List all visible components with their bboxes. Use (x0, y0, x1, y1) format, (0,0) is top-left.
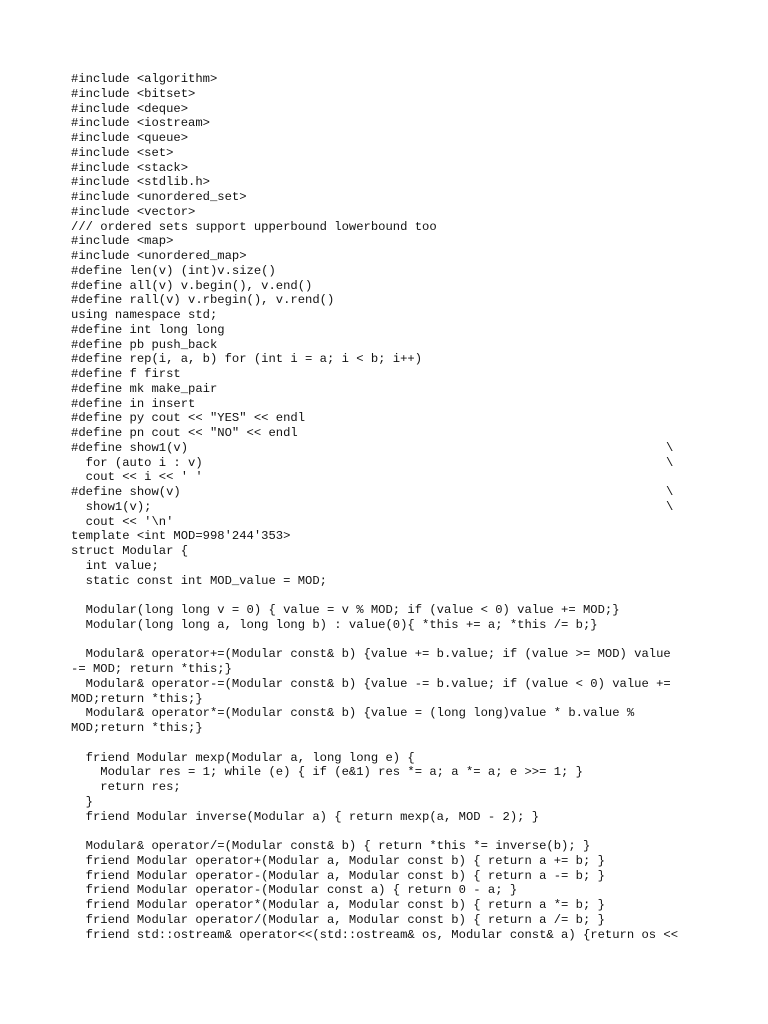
code-line-text: } (71, 794, 93, 809)
code-line (71, 175, 711, 190)
code-line (71, 736, 711, 751)
code-line (71, 264, 711, 279)
code-line (71, 751, 711, 766)
code-line-text: friend Modular operator+(Modular a, Modular const b) { return a += b; } (71, 853, 605, 868)
code-line-text: int value; (71, 558, 159, 573)
code-line (71, 146, 711, 161)
code-line-text: #include <algorithm> (71, 72, 218, 86)
code-line-text: show1(v); (71, 499, 152, 514)
code-line (71, 721, 711, 736)
code-line-text: #include <stack> (71, 160, 189, 175)
code-line-text: template <int MOD=998'244'353> (71, 529, 291, 544)
code-line (71, 279, 711, 294)
code-line-text: #define show1(v) (71, 440, 189, 455)
code-line (71, 515, 711, 530)
code-line-text: #define show(v) (71, 485, 181, 499)
code-line-text: MOD;return *this;} (71, 691, 203, 706)
code-line-text: #define pn cout << "NO" << endl (71, 426, 298, 440)
code-line-text: friend Modular inverse(Modular a) { return mexp(a, MOD - 2); } (71, 809, 540, 824)
code-line (71, 810, 711, 825)
code-line-text: #define mk make_pair (71, 381, 218, 396)
code-line-text: #include <set> (71, 145, 174, 160)
code-line (71, 500, 711, 515)
code-line (71, 883, 711, 898)
code-line-text: #define f first (71, 367, 181, 381)
code-line-text: #include <deque> (71, 101, 189, 116)
code-line (71, 426, 711, 441)
code-line-text: #include <stdlib.h> (71, 175, 210, 190)
code-line-text: friend Modular mexp(Modular a, long long e) { (71, 750, 415, 765)
code-line-text: #include <map> (71, 234, 174, 249)
code-line-text: Modular& operator*=(Modular const& b) {value = (long long)value * b.value % (71, 706, 635, 721)
code-line-text: #define int long long (71, 322, 225, 337)
code-line (71, 205, 711, 220)
code-line (71, 485, 711, 500)
line-continuation-backslash: \ (666, 499, 674, 514)
line-continuation-backslash: \ (666, 455, 674, 470)
code-line (71, 352, 711, 367)
code-line (71, 869, 711, 884)
code-line (71, 441, 711, 456)
code-line (71, 780, 711, 795)
code-line-text: #define py cout << "YES" << endl (71, 411, 306, 426)
code-line (71, 928, 711, 943)
code-line (71, 603, 711, 618)
code-line-text: Modular res = 1; while (e) { if (e&1) res *= a; a *= a; e >>= 1; } (71, 765, 583, 780)
code-line-text: #include <iostream> (71, 116, 210, 131)
code-line (71, 411, 711, 426)
code-line-text: #include <unordered_set> (71, 190, 247, 204)
code-line (71, 618, 711, 633)
code-line (71, 559, 711, 574)
code-line-text: #include <vector> (71, 204, 196, 219)
code-line (71, 293, 711, 308)
code-line-text: Modular& operator-=(Modular const& b) {value -= b.value; if (value < 0) value += (71, 676, 671, 691)
code-line-text: #define rall(v) v.rbegin(), v.rend() (71, 293, 335, 308)
code-line-text: #include <queue> (71, 131, 189, 145)
code-line-text: for (auto i : v) (71, 455, 203, 470)
code-line (71, 190, 711, 205)
code-line (71, 456, 711, 471)
code-line-text: Modular(long long v = 0) { value = v % MOD; if (value < 0) value += MOD;} (71, 603, 620, 617)
code-line (71, 588, 711, 603)
code-line (71, 898, 711, 913)
code-line (71, 824, 711, 839)
code-line (71, 633, 711, 648)
code-line-text: #define rep(i, a, b) for (int i = a; i < b; i++) (71, 352, 423, 367)
code-line-text: friend Modular operator*(Modular a, Modular const b) { return a *= b; } (71, 898, 605, 912)
code-line (71, 87, 711, 102)
code-line-text: cout << '\n' (71, 514, 174, 529)
code-line (71, 544, 711, 559)
code-line-text: struct Modular { (71, 544, 189, 558)
code-line-text: #define len(v) (int)v.size() (71, 263, 276, 278)
code-line (71, 220, 711, 235)
code-line (71, 249, 711, 264)
code-line (71, 72, 711, 87)
code-line (71, 795, 711, 810)
code-line-text: cout << i << ' ' (71, 470, 203, 485)
code-line-text: #define all(v) v.begin(), v.end() (71, 278, 313, 293)
code-listing (71, 72, 711, 942)
code-line-text: #include <unordered_map> (71, 249, 247, 263)
code-line (71, 765, 711, 780)
code-line-text: friend Modular operator-(Modular a, Modular const b) { return a -= b; } (71, 868, 605, 883)
code-line-text: -= MOD; return *this;} (71, 662, 232, 676)
code-line (71, 338, 711, 353)
code-line (71, 367, 711, 382)
code-line (71, 662, 711, 677)
code-line-text: using namespace std; (71, 308, 218, 322)
code-line-text: friend std::ostream& operator<<(std::ostream& os, Modular const& a) {return os << (71, 927, 679, 942)
code-line (71, 470, 711, 485)
code-line (71, 323, 711, 338)
code-line (71, 131, 711, 146)
code-line-text: Modular(long long a, long long b) : value(0){ *this += a; *this /= b;} (71, 617, 598, 632)
code-line (71, 574, 711, 589)
code-line (71, 913, 711, 928)
code-line (71, 854, 711, 869)
code-line (71, 397, 711, 412)
line-continuation-backslash: \ (666, 440, 674, 455)
code-line (71, 706, 711, 721)
code-line-text: Modular& operator+=(Modular const& b) {value += b.value; if (value >= MOD) value (71, 647, 671, 662)
code-line-text: #include <bitset> (71, 86, 196, 101)
code-line (71, 161, 711, 176)
code-line-text: MOD;return *this;} (71, 721, 203, 735)
code-line (71, 529, 711, 544)
code-line-text: Modular& operator/=(Modular const& b) { return *this *= inverse(b); } (71, 839, 591, 853)
code-line (71, 308, 711, 323)
code-line (71, 102, 711, 117)
code-line (71, 234, 711, 249)
code-line-text: #define in insert (71, 396, 196, 411)
line-continuation-backslash: \ (666, 485, 674, 499)
code-line-text: #define pb push_back (71, 337, 218, 352)
code-line-text: friend Modular operator-(Modular const a) { return 0 - a; } (71, 883, 518, 898)
code-line (71, 647, 711, 662)
code-line (71, 692, 711, 707)
code-line (71, 382, 711, 397)
code-line-text: static const int MOD_value = MOD; (71, 573, 327, 588)
code-line-text: return res; (71, 780, 181, 794)
code-line (71, 116, 711, 131)
code-line (71, 839, 711, 854)
code-line-text: /// ordered sets support upperbound lowerbound too (71, 219, 437, 234)
code-line-text: friend Modular operator/(Modular a, Modular const b) { return a /= b; } (71, 912, 605, 927)
code-line (71, 677, 711, 692)
